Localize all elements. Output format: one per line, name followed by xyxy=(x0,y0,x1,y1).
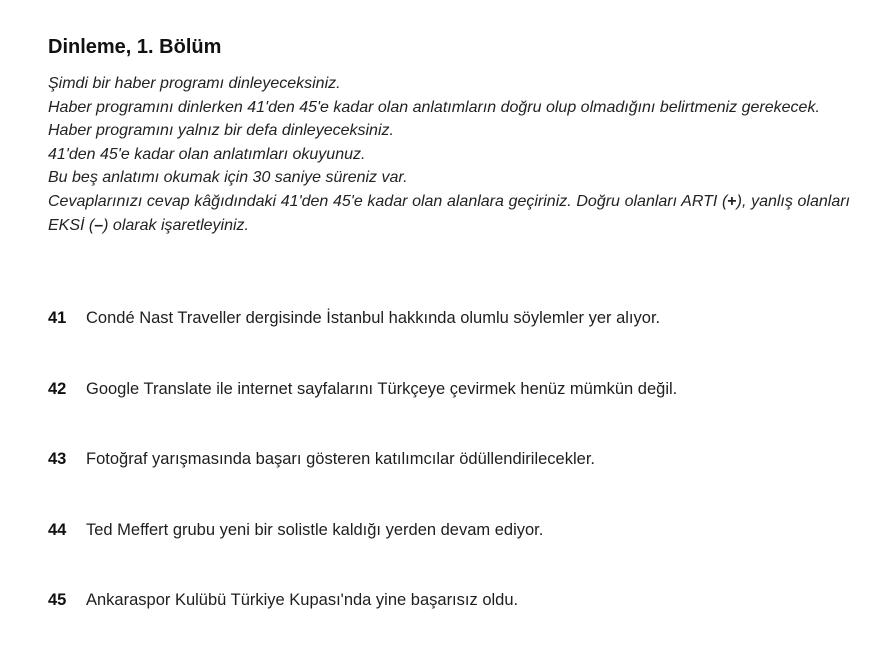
question-number: 44 xyxy=(48,520,67,539)
question-item xyxy=(48,447,850,518)
question-text: Ankaraspor Kulübü Türkiye Kupası'nda yine başarısız oldu. xyxy=(86,591,519,609)
question-text: Condé Nast Traveller dergisinde İstanbul hakkında olumlu söylemler yer alıyor. xyxy=(86,309,661,327)
question-number: 42 xyxy=(48,379,67,398)
instruction-line-6 xyxy=(48,190,850,237)
instructions-block xyxy=(48,72,850,237)
question-number: 41 xyxy=(48,309,67,327)
section-title: Dinleme, 1. Bölüm xyxy=(48,36,222,58)
minus-symbol: – xyxy=(94,216,104,234)
instruction-line-6-part-c: ) olarak işaretleyiniz. xyxy=(103,216,249,234)
question-number: 43 xyxy=(48,450,67,468)
question-number: 45 xyxy=(48,591,67,609)
instruction-line-4: 41'den 45'e kadar olan anlatımları okuyunuz. xyxy=(48,145,366,163)
instruction-line-5: Bu beş anlatımı okumak için 30 saniye süreniz var. xyxy=(48,169,408,187)
instruction-line-3: Haber programını yalnız bir defa dinleyeceksiniz. xyxy=(48,122,394,140)
question-list xyxy=(48,306,850,659)
question-item xyxy=(48,518,850,589)
question-item xyxy=(48,306,850,377)
listening-section xyxy=(48,34,850,237)
instruction-line-1: Şimdi bir haber programı dinleyeceksiniz. xyxy=(48,75,341,92)
question-text: Ted Meffert grubu yeni bir solistle kaldığı yerden devam ediyor. xyxy=(86,520,544,539)
instruction-line-2: Haber programını dinlerken 41'den 45'e kadar olan anlatımların doğru olup olmadığını belirtmeniz gerekecek. xyxy=(48,98,820,116)
instruction-line-6-part-a: Cevaplarınızı cevap kâğıdındaki 41'den 45'e kadar olan alanlara geçiriniz. Doğru olanları ARTI ( xyxy=(48,192,728,210)
question-item xyxy=(48,377,850,448)
plus-symbol: + xyxy=(727,192,737,210)
question-item xyxy=(48,588,850,659)
question-text: Fotoğraf yarışmasında başarı gösteren katılımcılar ödüllendirilecekler. xyxy=(86,450,595,468)
instruction-line-6-part-b: ), yanlış olanları EKSİ ( xyxy=(48,192,851,234)
question-text: Google Translate ile internet sayfalarını Türkçeye çevirmek henüz mümkün değil. xyxy=(86,379,678,398)
